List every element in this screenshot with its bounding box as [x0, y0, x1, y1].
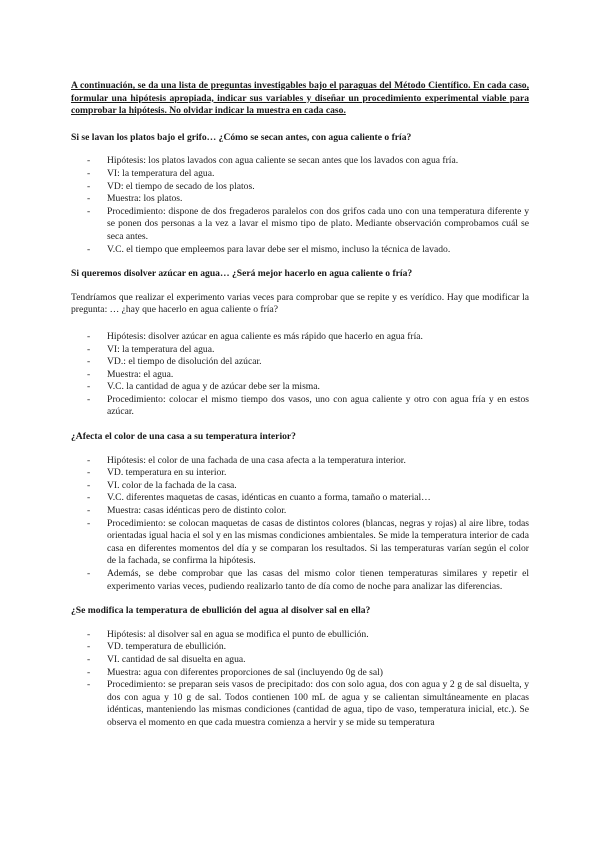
question-section-4	[71, 605, 529, 729]
dash-bullet: -	[87, 505, 91, 517]
list-item-text: VD. temperatura en su interior.	[107, 467, 227, 479]
list-item	[71, 480, 529, 493]
dash-bullet: -	[87, 343, 91, 355]
dash-bullet: -	[87, 492, 91, 504]
list-item-text: VI: la temperatura del agua.	[107, 167, 215, 179]
dash-bullet: -	[87, 666, 91, 678]
list-item	[71, 331, 529, 344]
dash-bullet: -	[87, 381, 91, 393]
list-item	[71, 181, 529, 194]
list-item	[71, 381, 529, 394]
list-item-text: VD. temperatura de ebullición.	[107, 641, 227, 653]
answer-list	[71, 455, 529, 594]
dash-bullet: -	[87, 393, 91, 405]
dash-bullet: -	[87, 568, 91, 579]
list-item-text: Hipótesis: el color de una fachada de una casa afecta a la temperatura interior.	[107, 454, 406, 466]
dash-bullet: -	[87, 205, 91, 217]
list-item	[71, 344, 529, 357]
list-item-text: V.C. diferentes maquetas de casas, idénticas en cuanto a forma, tamaño o material…	[107, 492, 431, 504]
list-item	[71, 168, 529, 181]
answer-list	[71, 629, 529, 730]
answer-list	[71, 331, 529, 419]
dash-bullet: -	[87, 155, 91, 167]
intro-instructions: A continuación, se da una lista de preguntas investigables bajo el paraguas del Método Científico. En cada caso, formular una hipótesis apropiada, indicar sus variables y diseñar un procedimiento experimental viable para comprobar la hipótesis. No olvidar indicar la muestra en cada caso.	[71, 80, 529, 117]
list-item	[71, 641, 529, 654]
list-item-text: Hipótesis: los platos lavados con agua caliente se secan antes que los lavados con agua fría.	[107, 155, 459, 167]
list-item-text: Procedimiento: colocar el mismo tiempo dos vasos, uno con agua caliente y otro con agua fría y en estos azúcar.	[107, 393, 529, 418]
question-title: Si se lavan los platos bajo el grifo… ¿Cómo se secan antes, con agua caliente o fría?	[71, 131, 412, 143]
list-item	[71, 629, 529, 642]
list-item	[71, 505, 529, 518]
question-section-2	[71, 268, 529, 419]
list-item	[71, 244, 529, 257]
list-item-text: VI. color de la fachada de la casa.	[107, 479, 237, 491]
dash-bullet: -	[87, 517, 91, 529]
list-item-text: Muestra: agua con diferentes proporciones de sal (incluyendo 0g de sal)	[107, 666, 383, 678]
dash-bullet: -	[87, 167, 91, 179]
dash-bullet: -	[87, 330, 91, 342]
list-item-text: Hipótesis: al disolver sal en agua se modifica el punto de ebullición.	[107, 628, 369, 640]
question-title: ¿Se modifica la temperatura de ebullición del agua al disolver sal en ella?	[71, 605, 371, 617]
list-item	[71, 467, 529, 480]
dash-bullet: -	[87, 454, 91, 466]
list-item	[71, 356, 529, 369]
list-item-text: V.C. la cantidad de agua y de azúcar debe ser la misma.	[107, 381, 320, 393]
dash-bullet: -	[87, 679, 91, 691]
list-item	[71, 193, 529, 206]
question-title: ¿Afecta el color de una casa a su temperatura interior?	[71, 431, 296, 443]
list-item	[71, 568, 529, 593]
answer-list	[71, 155, 529, 256]
list-item	[71, 654, 529, 667]
list-item	[71, 518, 529, 568]
list-item-text: Muestra: el agua.	[107, 368, 174, 380]
list-item	[71, 155, 529, 168]
question-section-3	[71, 431, 529, 593]
list-item-text: V.C. el tiempo que empleemos para lavar debe ser el mismo, incluso la técnica de lavado.	[107, 243, 451, 255]
list-item	[71, 679, 529, 729]
list-item-text: Hipótesis: disolver azúcar en agua caliente es más rápido que hacerlo en agua fría.	[107, 330, 423, 342]
list-item-text: Además, se debe comprobar que las casas del mismo color tienen temperaturas similares y repetir el experimento varias veces, pudiendo realizarlo tanto de día como de noche para analizar las diferencias.	[107, 568, 529, 592]
dash-bullet: -	[87, 653, 91, 665]
dash-bullet: -	[87, 641, 91, 653]
dash-bullet: -	[87, 479, 91, 491]
list-item-text: VD.: el tiempo de disolución del azúcar.	[107, 356, 262, 368]
list-item-text: VI. cantidad de sal disuelta en agua.	[107, 653, 246, 665]
list-item-text: Procedimiento: se preparan seis vasos de precipitado: dos con solo agua, dos con agua y 2 g de sal disuelta, y dos con agua y 10 g de sal. Todos contienen 100 mL de agua y se calientan simultáneamente en placas idénticas, manteniendo las mismas condiciones (cantidad de agua, tipo de vaso, temperatura inicial, etc.). Se observa el momento en que cada muestra comienza a hervir y se mide su temperatura	[107, 679, 529, 728]
question-title: Si queremos disolver azúcar en agua… ¿Será mejor hacerlo en agua caliente o fría?	[71, 268, 413, 280]
dash-bullet: -	[87, 368, 91, 380]
list-item-text: Procedimiento: se colocan maquetas de casas de distintos colores (blancas, negras y rojas) al aire libre, todas orientadas igual hacia el sol y en las mismas condiciones ambientales. Se mide la temperatura interior de cada casa en diferentes momentos del día y se comparan los resultados. Si las temperaturas varían según el color de la fachada, se confirma la hipótesis.	[107, 517, 529, 567]
dash-bullet: -	[87, 467, 91, 479]
list-item-text: Muestra: los platos.	[107, 193, 183, 205]
list-item	[71, 394, 529, 419]
dash-bullet: -	[87, 193, 91, 205]
dash-bullet: -	[87, 628, 91, 640]
question-section-1	[71, 132, 529, 256]
list-item-text: VI: la temperatura del agua.	[107, 343, 215, 355]
list-item	[71, 206, 529, 244]
list-item	[71, 455, 529, 468]
dash-bullet: -	[87, 243, 91, 255]
list-item-text: Muestra: casas idénticas pero de distinto color.	[107, 505, 287, 517]
list-item-text: Procedimiento: dispone de dos fregaderos paralelos con dos grifos cada uno con una temperatura diferente y se ponen dos personas a la vez a lavar el mismo tipo de plato. Mediante observación comprobamos cuál se seca antes.	[107, 205, 529, 242]
list-item	[71, 492, 529, 505]
dash-bullet: -	[87, 356, 91, 368]
dash-bullet: -	[87, 180, 91, 192]
list-item	[71, 667, 529, 680]
list-item-text: VD: el tiempo de secado de los platos.	[107, 180, 255, 192]
list-item	[71, 369, 529, 382]
question-paragraph: Tendríamos que realizar el experimento varias veces para comprobar que se repite y es verídico. Hay que modificar la pregunta: … ¿hay que hacerlo en agua caliente o fría?	[71, 291, 529, 316]
